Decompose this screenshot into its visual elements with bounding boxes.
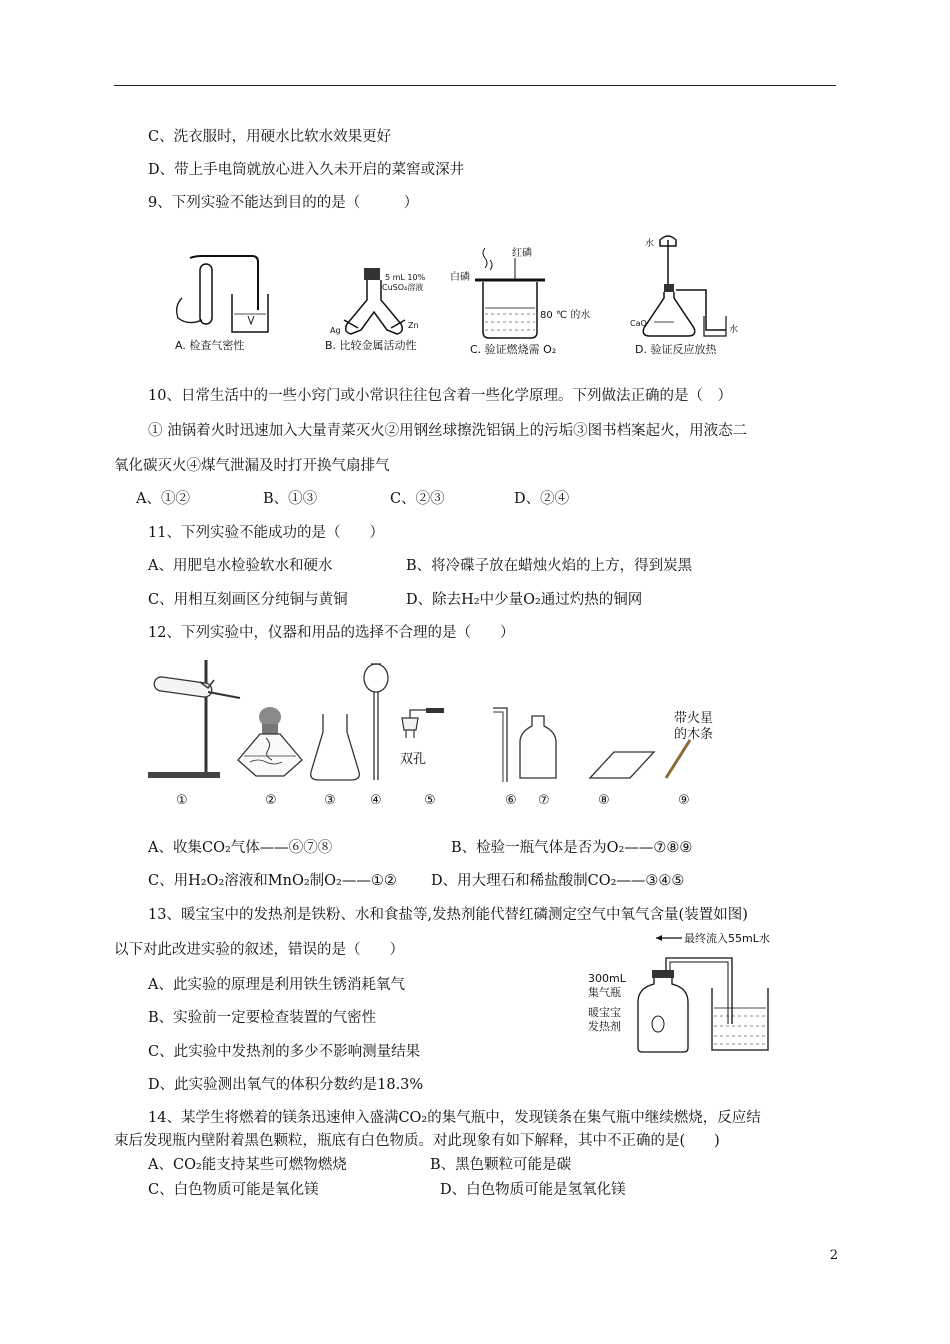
q9-label-ag: Ag bbox=[330, 326, 341, 335]
q14-option-c: C、白色物质可能是氧化镁 bbox=[148, 1182, 319, 1198]
q9-apparatus-a bbox=[177, 256, 268, 332]
q9-stem: 9、下列实验不能达到目的的是（ ） bbox=[148, 195, 419, 211]
q12-label-1: ① bbox=[176, 793, 188, 808]
q13-label-heater-line2: 发热剂 bbox=[588, 1020, 621, 1033]
q12-conical-flask bbox=[311, 714, 360, 780]
q13-option-b: B、实验前一定要检查装置的气密性 bbox=[148, 1010, 377, 1026]
q11-option-d: D、除去H₂中少量O₂通过灼热的铜网 bbox=[406, 592, 643, 608]
q12-label-7: ⑦ bbox=[538, 793, 550, 808]
q13-option-a: A、此实验的原理是利用铁生锈消耗氧气 bbox=[148, 977, 405, 993]
q14-stem-line1: 14、某学生将燃着的镁条迅速伸入盛满CO₂的集气瓶中，发现镁条在集气瓶中继续燃烧，反应结 bbox=[148, 1110, 761, 1126]
q9-caption-a: A. 检查气密性 bbox=[175, 339, 245, 352]
q12-iron-stand bbox=[148, 660, 240, 778]
q9-label-water-side: 水 bbox=[729, 325, 739, 335]
q12-label-splint-line1: 带火星 bbox=[674, 711, 714, 726]
q9-label-cuso4: CuSO₄溶液 bbox=[382, 283, 424, 292]
q11-option-b: B、将冷碟子放在蜡烛火焰的上方，得到炭黑 bbox=[406, 558, 693, 574]
q14-option-a: A、CO₂能支持某些可燃物燃烧 bbox=[148, 1157, 347, 1173]
q10-option-a: A、①② bbox=[136, 491, 190, 507]
q10-items-line2: 氧化碳灭火④煤气泄漏及时打开换气扇排气 bbox=[114, 458, 390, 474]
q14-option-b: B、黑色颗粒可能是碳 bbox=[430, 1157, 572, 1173]
q13-stem-line1: 13、暖宝宝中的发热剂是铁粉、水和食盐等,发热剂能代替红磷测定空气中氧气含量(装置如图) bbox=[148, 907, 748, 923]
q12-double-hole-stopper bbox=[402, 708, 444, 738]
q9-apparatus-c bbox=[475, 248, 545, 338]
q11-stem: 11、下列实验不能成功的是（ ） bbox=[148, 525, 384, 541]
q9-caption-d: D. 验证反应放热 bbox=[635, 343, 717, 356]
q12-option-d: D、用大理石和稀盐酸制CO₂——③④⑤ bbox=[431, 873, 685, 889]
q11-option-a: A、用肥皂水检验软水和硬水 bbox=[148, 558, 333, 574]
q13-option-d: D、此实验测出氧气的体积分数约是18.3% bbox=[148, 1077, 424, 1093]
q9-label-red-phosphorus: 红磷 bbox=[512, 248, 532, 259]
q9-label-zn: Zn bbox=[408, 321, 419, 330]
q13-label-heater-line1: 暖宝宝 bbox=[588, 1006, 621, 1019]
q12-label-9: ⑨ bbox=[678, 793, 690, 808]
q9-caption-b: B. 比较金属活动性 bbox=[325, 339, 417, 352]
q13-stem-line2: 以下对此改进实验的叙述，错误的是（ ） bbox=[114, 942, 404, 958]
q10-option-b: B、①③ bbox=[263, 491, 318, 507]
q13-option-c: C、此实验中发热剂的多少不影响测量结果 bbox=[148, 1044, 421, 1060]
q9-label-hot-water: 80 ℃ 的水 bbox=[540, 310, 591, 321]
q12-figure bbox=[140, 658, 740, 810]
q9-label-white-phosphorus: 白磷 bbox=[450, 272, 470, 283]
q11-option-c: C、用相互刻画区分纯铜与黄铜 bbox=[148, 592, 348, 608]
header-rule bbox=[114, 85, 836, 86]
q12-label-splint-line2: 的木条 bbox=[674, 727, 714, 742]
q13-beaker bbox=[712, 988, 768, 1050]
q13-label-bottle: 集气瓶 bbox=[588, 986, 621, 999]
q9-label-cuso4-amount: 5 mL 10% bbox=[385, 273, 426, 282]
q12-option-c: C、用H₂O₂溶液和MnO₂制O₂——①② bbox=[148, 873, 397, 889]
q12-gas-jar bbox=[520, 716, 556, 778]
q9-figure bbox=[140, 228, 740, 363]
q9-apparatus-d bbox=[643, 236, 726, 336]
q12-long-funnel bbox=[364, 664, 388, 780]
q14-option-d: D、白色物质可能是氢氧化镁 bbox=[440, 1182, 626, 1198]
q12-label-3: ③ bbox=[324, 793, 336, 808]
q13-label-flow: 最终流入55mL水 bbox=[684, 932, 770, 945]
q9-label-water-top: 水 bbox=[645, 239, 655, 249]
q12-label-double-hole: 双孔 bbox=[400, 752, 427, 767]
q12-glass-plate bbox=[590, 752, 654, 778]
q9-caption-c: C. 验证燃烧需 O₂ bbox=[470, 343, 557, 356]
q8-option-c: C、洗衣服时，用硬水比软水效果更好 bbox=[148, 129, 392, 145]
q12-alcohol-lamp bbox=[238, 707, 302, 776]
q9-label-cao: CaO bbox=[630, 319, 647, 328]
q12-bent-tube bbox=[493, 708, 507, 782]
q12-stem: 12、下列实验中，仪器和用品的选择不合理的是（ ） bbox=[148, 625, 515, 641]
q12-label-2: ② bbox=[265, 793, 277, 808]
q13-gas-bottle bbox=[638, 976, 688, 1052]
q12-glowing-splint bbox=[666, 740, 690, 778]
q10-items-line1: ① 油锅着火时迅速加入大量青菜灭火②用钢丝球擦洗铝锅上的污垢③图书档案起火，用液态二 bbox=[148, 423, 748, 439]
page-number: 2 bbox=[829, 1248, 838, 1263]
q12-label-6: ⑥ bbox=[505, 793, 517, 808]
q10-stem: 10、日常生活中的一些小窍门或小常识往往包含着一些化学原理。下列做法正确的是（ ） bbox=[148, 388, 732, 404]
q10-option-c: C、②③ bbox=[390, 491, 445, 507]
q12-label-4: ④ bbox=[370, 793, 382, 808]
q12-option-b: B、检验一瓶气体是否为O₂——⑦⑧⑨ bbox=[451, 840, 693, 856]
q13-label-volume: 300mL bbox=[588, 972, 626, 985]
q14-stem-line2: 束后发现瓶内壁附着黑色颗粒，瓶底有白色物质。对此现象有如下解释，其中不正确的是( ) bbox=[114, 1133, 720, 1149]
q10-option-d: D、②④ bbox=[514, 491, 570, 507]
q12-label-8: ⑧ bbox=[598, 793, 610, 808]
q8-option-d: D、带上手电筒就放心进入久未开启的菜窖或深井 bbox=[148, 162, 465, 178]
q13-figure bbox=[584, 928, 834, 1054]
q12-option-a: A、收集CO₂气体——⑥⑦⑧ bbox=[148, 840, 333, 856]
q12-label-5: ⑤ bbox=[424, 793, 436, 808]
